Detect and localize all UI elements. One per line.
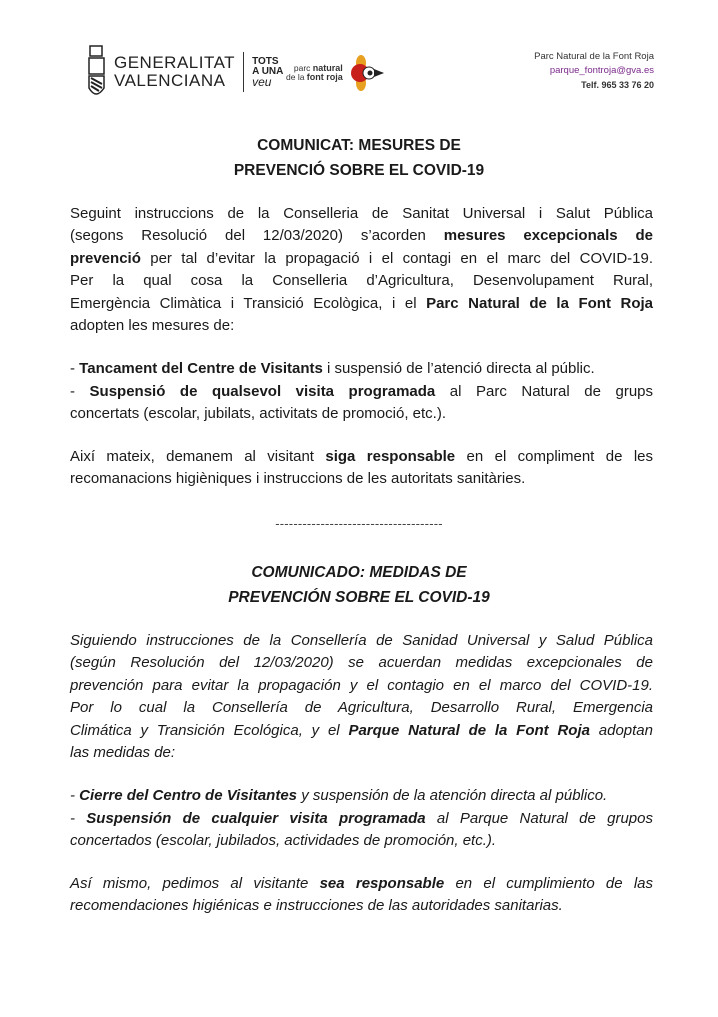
bold-text: siga responsable [325, 448, 456, 465]
slogan-line2: A UNA [252, 66, 284, 77]
text-line [70, 225, 653, 247]
text-line [70, 446, 653, 468]
text: i suspensió de l’atenció directa al públic. [322, 360, 595, 377]
text: - [70, 810, 87, 827]
catalan-paragraph [70, 381, 653, 426]
text: al Parc Natural de grups [435, 383, 654, 400]
bold-text: prevenció [70, 249, 141, 267]
contact-email[interactable]: parque_fontroja@gva.es [549, 65, 654, 76]
text-line [70, 808, 653, 830]
text-line [70, 697, 653, 719]
text-line [70, 403, 653, 425]
text: y suspensión de la atención directa al público. [297, 787, 608, 804]
catalan-title [0, 133, 718, 183]
contact-name: Parc Natural de la Font Roja [534, 51, 654, 62]
text-line [70, 873, 653, 895]
coat-of-arms-icon [86, 44, 108, 100]
text: - [70, 383, 90, 400]
spanish-paragraph [70, 873, 653, 918]
spanish-title-line1: COMUNICADO: MEDIDAS DE [251, 564, 467, 581]
bold-text: Suspensión de cualquier visita programada [86, 810, 426, 827]
text-line [70, 742, 653, 764]
spanish-title [0, 560, 718, 610]
bold-text: Tancament del Centre de Visitants [79, 360, 323, 377]
bold-text: mesures excepcionals de [443, 227, 653, 245]
text-line [70, 358, 653, 380]
text: en el compliment de les [455, 448, 653, 465]
text-line [70, 315, 653, 337]
text-line [70, 468, 653, 490]
generalitat-logo [86, 44, 283, 100]
catalan-paragraph [70, 358, 653, 380]
text: (segons Resolució del 12/03/2020) s’acorden [70, 227, 444, 245]
text: concertados (escolar, jubilados, actividades de promoción, etc.). [70, 832, 497, 850]
text-line [70, 381, 653, 403]
text-line [70, 248, 653, 270]
slogan-line1: TOTS [252, 56, 279, 67]
catalan-title-line2: PREVENCIÓ SOBRE EL COVID-19 [233, 162, 485, 179]
text: recomendaciones higiénicas e instrucciones de las autoridades sanitarias. [70, 897, 563, 915]
bold-text: Suspensió de qualsevol visita programada [89, 383, 436, 400]
text-line [70, 895, 653, 917]
text-line [70, 293, 653, 315]
text-line [70, 630, 653, 652]
text: Por lo cual la Consellería de Agricultura, Desarrollo Rural, Emergencia [70, 699, 653, 717]
bold-text: Parc Natural de la Font Roja [426, 294, 653, 312]
slogan-line3: veu [252, 75, 272, 89]
text: - [70, 787, 80, 804]
gv-line1: GENERALITAT [114, 53, 236, 72]
text-line [70, 830, 653, 852]
text-line [70, 652, 653, 674]
text: recomanacions higièniques i instruccions de les autoritats sanitàries. [70, 470, 526, 488]
text: (según Resolución del 12/03/2020) se acuerdan medidas excepcionales de [70, 654, 653, 672]
gv-line2: VALENCIANA [114, 71, 226, 90]
spanish-paragraph [70, 630, 653, 764]
text: Seguint instruccions de la Conselleria de Sanitat Universal i Salut Pública [70, 205, 653, 222]
text-line [70, 203, 653, 225]
park-logo-light2: de la [286, 72, 307, 82]
spanish-paragraph [70, 785, 653, 807]
text: al Parque Natural de grupos [425, 810, 653, 827]
catalan-paragraph [70, 446, 653, 491]
text-line [70, 720, 653, 742]
text: adopten les mesures de: [70, 316, 235, 334]
bold-text: Cierre del Centro de Visitantes [79, 787, 298, 804]
text: Climática y Transición Ecológica, y el [70, 721, 349, 739]
text: Emergència Climàtica i Transició Ecològica, i el [70, 294, 427, 312]
text: las medidas de: [70, 743, 176, 761]
text: prevención para evitar la propagación y el contagio en el marco del COVID-19. [70, 676, 653, 694]
text-line [70, 785, 653, 807]
contact-info [534, 50, 654, 92]
contact-phone: Telf. 965 33 76 20 [581, 80, 654, 90]
text: concertats (escolar, jubilats, activitats de promoció, etc.). [70, 405, 446, 423]
park-logo-light1: parc [293, 63, 313, 73]
text: Per la qual cosa la Conselleria d’Agricultura, Desenvolupament Rural, [70, 272, 653, 290]
text: en el cumplimiento de las [444, 875, 653, 892]
text: adoptan [589, 721, 653, 739]
bold-text: Parque Natural de la Font Roja [348, 721, 590, 739]
park-logo [286, 54, 387, 92]
bird-icon [347, 54, 387, 92]
spanish-title-line2: PREVENCIÓN SOBRE EL COVID-19 [228, 589, 490, 606]
catalan-paragraph [70, 203, 653, 337]
text-line [70, 270, 653, 292]
bold-text: sea responsable [319, 875, 445, 892]
catalan-title-line1: COMUNICAT: MESURES DE [257, 137, 461, 154]
text: per tal d’evitar la propagació i el contagi en el marc del COVID-19. [140, 249, 653, 267]
park-logo-bold1: natural [312, 63, 343, 73]
text: Siguiendo instrucciones de la Consellería de Sanidad Universal y Salud Pública [70, 632, 653, 649]
text-line [70, 675, 653, 697]
text: Así mismo, pedimos al visitante [70, 875, 320, 892]
text: - [70, 360, 80, 377]
spanish-paragraph [70, 808, 653, 853]
text: Així mateix, demanem al visitant [70, 448, 326, 465]
logo-separator [243, 52, 244, 92]
park-logo-bold2: font roja [306, 72, 343, 82]
divider: ------------------------------------- [275, 516, 443, 531]
